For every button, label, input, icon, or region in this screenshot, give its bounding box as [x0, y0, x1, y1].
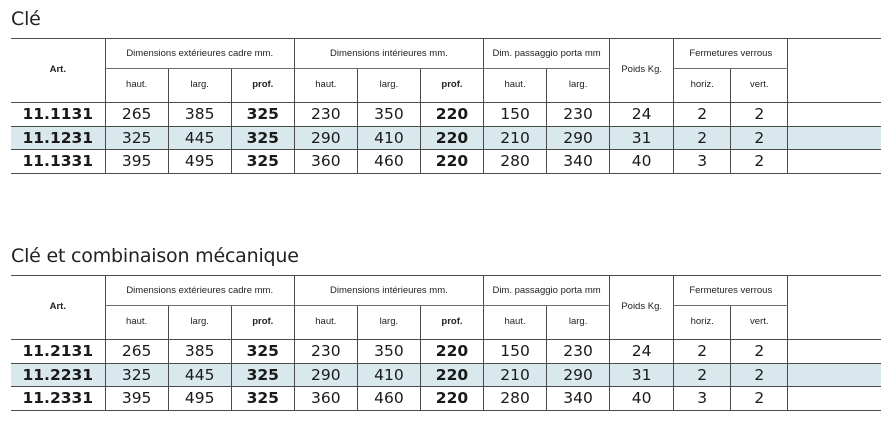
- cell-weight: 31: [610, 363, 674, 387]
- cell-int-width: 460: [357, 150, 420, 174]
- header-group-interior: Dimensions intérieures mm.: [294, 39, 483, 69]
- header-ext-depth: prof.: [231, 306, 294, 337]
- table-row: [11, 340, 881, 364]
- cell-art: 11.1131: [11, 103, 105, 127]
- cell-pass-height: 210: [484, 126, 547, 150]
- cell-ext-width: 385: [168, 340, 231, 364]
- cell-int-depth: 220: [420, 387, 483, 411]
- header-ext-height: haut.: [105, 306, 168, 337]
- cell-pass-height: 280: [484, 387, 547, 411]
- cell-art: 11.2231: [11, 363, 105, 387]
- table-row: [11, 150, 881, 174]
- header-ext-width: larg.: [168, 306, 231, 337]
- cell-pass-width: 230: [547, 103, 610, 127]
- cell-extra-empty: [788, 103, 881, 127]
- header-group-exterior: Dimensions extérieures cadre mm.: [105, 276, 294, 306]
- header-lock-vertical: vert.: [731, 69, 788, 100]
- cell-int-width: 460: [357, 387, 420, 411]
- cell-ext-height: 265: [105, 340, 168, 364]
- header-group-interior: Dimensions intérieures mm.: [294, 276, 483, 306]
- cell-pass-height: 210: [484, 363, 547, 387]
- cell-lock-horizontal: 2: [674, 363, 731, 387]
- cell-lock-horizontal: 2: [674, 340, 731, 364]
- cell-art: 11.2131: [11, 340, 105, 364]
- table-row: [11, 126, 881, 150]
- cell-art: 11.2331: [11, 387, 105, 411]
- header-lock-horizontal: horiz.: [674, 306, 731, 337]
- section-title: Clé et combinaison mécanique: [11, 245, 299, 267]
- cell-weight: 40: [610, 387, 674, 411]
- cell-extra-empty: [788, 150, 881, 174]
- header-group-locks: Fermetures verrous: [674, 39, 788, 69]
- cell-art: 11.1231: [11, 126, 105, 150]
- header-int-width: larg.: [357, 69, 420, 100]
- section-title: Clé: [11, 8, 41, 30]
- cell-int-depth: 220: [420, 103, 483, 127]
- cell-int-height: 360: [294, 387, 357, 411]
- header-pass-width: larg.: [547, 306, 610, 337]
- cell-pass-width: 290: [547, 363, 610, 387]
- header-ext-width: larg.: [168, 69, 231, 100]
- cell-int-width: 410: [357, 363, 420, 387]
- cell-ext-width: 385: [168, 103, 231, 127]
- header-art: Art.: [49, 300, 66, 312]
- header-extra-empty: [788, 39, 881, 100]
- cell-lock-horizontal: 2: [674, 103, 731, 127]
- cell-ext-height: 395: [105, 150, 168, 174]
- header-lock-vertical: vert.: [731, 306, 788, 337]
- cell-pass-width: 290: [547, 126, 610, 150]
- header-group-passage: Dim. passaggio porta mm: [484, 39, 610, 69]
- cell-lock-vertical: 2: [731, 103, 788, 127]
- cell-pass-width: 340: [547, 150, 610, 174]
- cell-lock-vertical: 2: [731, 340, 788, 364]
- cell-pass-width: 340: [547, 387, 610, 411]
- cell-ext-depth: 325: [231, 150, 294, 174]
- cell-int-depth: 220: [420, 126, 483, 150]
- cell-lock-vertical: 2: [731, 363, 788, 387]
- header-art: Art.: [49, 63, 66, 75]
- cell-pass-height: 280: [484, 150, 547, 174]
- header-weight: Poids Kg.: [610, 276, 674, 337]
- cell-extra-empty: [788, 126, 881, 150]
- cell-ext-depth: 325: [231, 387, 294, 411]
- cell-lock-horizontal: 3: [674, 150, 731, 174]
- header-pass-width: larg.: [547, 69, 610, 100]
- cell-ext-width: 445: [168, 126, 231, 150]
- header-ext-height: haut.: [105, 69, 168, 100]
- cell-extra-empty: [788, 387, 881, 411]
- cell-weight: 24: [610, 103, 674, 127]
- header-group-passage: Dim. passaggio porta mm: [484, 276, 610, 306]
- header-int-depth: prof.: [420, 69, 483, 100]
- cell-lock-vertical: 2: [731, 150, 788, 174]
- cell-ext-depth: 325: [231, 363, 294, 387]
- spec-table: [11, 275, 881, 411]
- cell-extra-empty: [788, 340, 881, 364]
- spec-table: [11, 38, 881, 174]
- cell-ext-depth: 325: [231, 340, 294, 364]
- cell-int-depth: 220: [420, 150, 483, 174]
- cell-lock-vertical: 2: [731, 126, 788, 150]
- header-lock-horizontal: horiz.: [674, 69, 731, 100]
- cell-int-height: 290: [294, 126, 357, 150]
- header-pass-height: haut.: [484, 306, 547, 337]
- cell-int-width: 350: [357, 103, 420, 127]
- cell-int-depth: 220: [420, 363, 483, 387]
- table-row: [11, 363, 881, 387]
- cell-int-height: 290: [294, 363, 357, 387]
- cell-int-width: 410: [357, 126, 420, 150]
- cell-int-height: 230: [294, 340, 357, 364]
- cell-ext-height: 325: [105, 126, 168, 150]
- cell-ext-height: 395: [105, 387, 168, 411]
- table-row: [11, 103, 881, 127]
- header-group-locks: Fermetures verrous: [674, 276, 788, 306]
- cell-int-depth: 220: [420, 340, 483, 364]
- header-int-depth: prof.: [420, 306, 483, 337]
- cell-ext-depth: 325: [231, 126, 294, 150]
- cell-art: 11.1331: [11, 150, 105, 174]
- header-pass-height: haut.: [484, 69, 547, 100]
- header-int-width: larg.: [357, 306, 420, 337]
- header-int-height: haut.: [294, 306, 357, 337]
- cell-weight: 40: [610, 150, 674, 174]
- cell-pass-width: 230: [547, 340, 610, 364]
- header-int-height: haut.: [294, 69, 357, 100]
- header-extra-empty: [788, 276, 881, 337]
- cell-int-height: 230: [294, 103, 357, 127]
- cell-ext-width: 445: [168, 363, 231, 387]
- cell-ext-width: 495: [168, 150, 231, 174]
- cell-ext-depth: 325: [231, 103, 294, 127]
- cell-int-height: 360: [294, 150, 357, 174]
- cell-lock-vertical: 2: [731, 387, 788, 411]
- header-weight: Poids Kg.: [610, 39, 674, 100]
- cell-pass-height: 150: [484, 340, 547, 364]
- cell-int-width: 350: [357, 340, 420, 364]
- cell-lock-horizontal: 2: [674, 126, 731, 150]
- table-row: [11, 387, 881, 411]
- cell-lock-horizontal: 3: [674, 387, 731, 411]
- header-group-exterior: Dimensions extérieures cadre mm.: [105, 39, 294, 69]
- cell-ext-height: 325: [105, 363, 168, 387]
- cell-weight: 31: [610, 126, 674, 150]
- cell-pass-height: 150: [484, 103, 547, 127]
- cell-ext-width: 495: [168, 387, 231, 411]
- cell-extra-empty: [788, 363, 881, 387]
- cell-ext-height: 265: [105, 103, 168, 127]
- header-ext-depth: prof.: [231, 69, 294, 100]
- cell-weight: 24: [610, 340, 674, 364]
